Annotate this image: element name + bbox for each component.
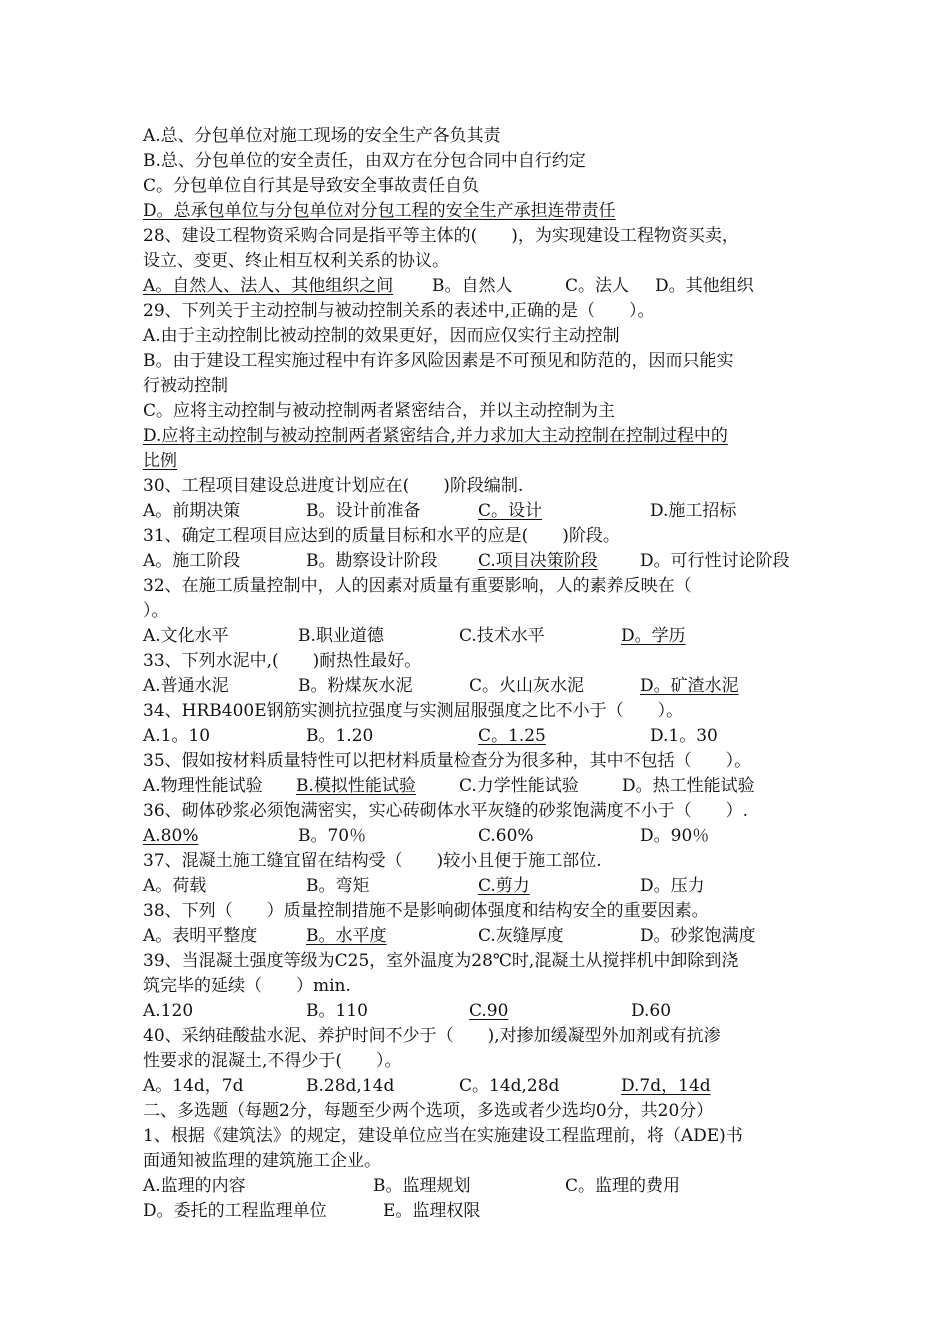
- q29-stem: 29、下列关于主动控制与被动控制关系的表述中,正确的是（ ）。: [143, 301, 655, 321]
- q33-option-b: B。粉煤灰水泥: [298, 676, 413, 696]
- q37-option-c: C.剪力: [478, 876, 530, 896]
- q28-options: [143, 274, 823, 299]
- q33-option-a: A.普通水泥: [143, 676, 229, 696]
- q32-option-a: A.文化水平: [143, 626, 229, 646]
- q27-option-b: B.总、分包单位的安全责任，由双方在分包合同中自行约定: [143, 151, 586, 171]
- q27-option-c: C。分包单位自行其是导致安全事故责任自负: [143, 176, 480, 196]
- section2-heading: 二、多选题（每题2分，每题至少两个选项，多选或者少选均0分，共20分）: [143, 1101, 714, 1121]
- q34-options: [143, 724, 823, 749]
- mq1-options-row1: [143, 1174, 823, 1199]
- q28-option-b: B。自然人: [432, 276, 513, 296]
- q31-option-a: A。施工阶段: [143, 551, 241, 571]
- q38-stem: 38、下列（ ）质量控制措施不是影响砌体强度和结构安全的重要因素。: [143, 901, 709, 921]
- q35-option-a: A.物理性能试验: [143, 776, 263, 796]
- q31-stem: 31、确定工程项目应达到的质量目标和水平的应是( )阶段。: [143, 526, 620, 546]
- q31-option-d: D。可行性讨论阶段: [640, 551, 790, 571]
- q28-option-a: A。自然人、法人、其他组织之间: [143, 276, 394, 296]
- q34-stem: 34、HRB400E钢筋实测抗拉强度与实测屈服强度之比不小于（ ）。: [143, 701, 684, 721]
- q35-stem: 35、假如按材料质量特性可以把材料质量检查分为很多种，其中不包括（ ）。: [143, 751, 752, 771]
- q37-options: [143, 874, 823, 899]
- q37-option-a: A。荷载: [143, 876, 207, 896]
- q34-option-c: C。1.25: [478, 726, 546, 746]
- q36-options: [143, 824, 823, 849]
- q32-stem-line1: 32、在施工质量控制中，人的因素对质量有重要影响，人的素养反映在（: [143, 576, 692, 596]
- q28-option-d: D。其他组织: [655, 276, 754, 296]
- mq1-stem-line2: 面通知被监理的建筑施工企业。: [143, 1151, 381, 1171]
- q33-stem: 33、下列水泥中,( )耐热性最好。: [143, 651, 422, 671]
- q35-option-c: C.力学性能试验: [459, 776, 579, 796]
- mq1-option-d: D。委托的工程监理单位: [143, 1201, 327, 1221]
- q30-option-a: A。前期决策: [143, 501, 241, 521]
- q36-option-a: A.80%: [143, 826, 199, 846]
- q39-stem-line1: 39、当混凝土强度等级为C25，室外温度为28℃时,混凝土从搅拌机中卸除到浇: [143, 951, 739, 971]
- q33-option-c: C。火山灰水泥: [469, 676, 585, 696]
- q27-option-d: [143, 199, 823, 224]
- q39-option-b: B。110: [306, 1001, 368, 1021]
- q36-stem: 36、砌体砂浆必须饱满密实，实心砖砌体水平灰缝的砂浆饱满度不小于（ ）.: [143, 801, 749, 821]
- q30-stem: 30、工程项目建设总进度计划应在( )阶段编制.: [143, 476, 524, 496]
- q32-option-c: C.技术水平: [459, 626, 545, 646]
- q32-options: [143, 624, 823, 649]
- q40-option-a: A。14d，7d: [143, 1076, 244, 1096]
- q40-options: [143, 1074, 823, 1099]
- q29-option-b-line1: B。由于建设工程实施过程中有许多风险因素是不可预见和防范的，因而只能实: [143, 351, 734, 371]
- q38-option-c: C.灰缝厚度: [478, 926, 564, 946]
- q40-option-c: C。14d,28d: [459, 1076, 560, 1096]
- q33-options: [143, 674, 823, 699]
- mq1-stem-line1: 1、根据《建筑法》的规定，建设单位应当在实施建设工程监理前，将（ADE)书: [143, 1126, 743, 1146]
- q37-option-b: B。弯矩: [306, 876, 370, 896]
- mq1-option-c: C。监理的费用: [565, 1176, 681, 1196]
- q32-option-b: B.职业道德: [298, 626, 384, 646]
- q40-stem-line1: 40、采纳硅酸盐水泥、养护时间不少于（ ),对掺加缓凝型外加剂或有抗渗: [143, 1026, 721, 1046]
- q36-option-c: C.60%: [478, 826, 534, 846]
- q35-option-b: B.模拟性能试验: [296, 776, 416, 796]
- q30-options: [143, 499, 823, 524]
- q36-option-b: B。70％: [298, 826, 367, 846]
- q33-option-d: D。矿渣水泥: [640, 676, 739, 696]
- q29-option-d-line1: D.应将主动控制与被动控制两者紧密结合,并力求加大主动控制在控制过程中的: [143, 426, 728, 446]
- q40-option-d: D.7d，14d: [621, 1076, 711, 1096]
- mq1-option-e: E。监理权限: [383, 1201, 481, 1221]
- q38-option-d: D。砂浆饱满度: [640, 926, 756, 946]
- mq1-options-row2: [143, 1199, 823, 1224]
- q28-stem-line1: 28、建设工程物资采购合同是指平等主体的( )，为实现建设工程物资买卖，: [143, 226, 739, 246]
- q27-option-a: A.总、分包单位对施工现场的安全生产各负其责: [143, 126, 501, 146]
- q27-answer: D。总承包单位与分包单位对分包工程的安全生产承担连带责任: [143, 201, 616, 221]
- q34-option-d: D.1。30: [650, 726, 718, 746]
- q31-options: [143, 549, 823, 574]
- q39-option-d: D.60: [631, 1001, 672, 1021]
- mq1-option-b: B。监理规划: [373, 1176, 471, 1196]
- q29-option-c: C。应将主动控制与被动控制两者紧密结合，并以主动控制为主: [143, 401, 616, 421]
- q40-stem-line2: 性要求的混凝土,不得少于( ）。: [143, 1051, 402, 1071]
- q40-option-b: B.28d,14d: [306, 1076, 395, 1096]
- q28-option-c: C。法人: [565, 276, 630, 296]
- q39-options: [143, 999, 823, 1024]
- q38-options: [143, 924, 823, 949]
- q32-stem-line2: ）。: [143, 601, 169, 621]
- q32-option-d: D。学历: [621, 626, 686, 646]
- q39-option-c: C.90: [469, 1001, 509, 1021]
- q38-option-a: A。表明平整度: [143, 926, 258, 946]
- q28-stem-line2: 设立、变更、终止相互权利关系的协议。: [143, 251, 449, 271]
- q30-option-b: B。设计前准备: [306, 501, 421, 521]
- q30-option-d: D.施工招标: [650, 501, 737, 521]
- q30-option-c: C。设计: [478, 501, 543, 521]
- q34-option-a: A.1。10: [143, 726, 211, 746]
- q35-option-d: D。热工性能试验: [622, 776, 755, 796]
- exam-content: [143, 124, 823, 1224]
- q29-option-d-line2: 比例: [143, 451, 177, 471]
- q35-options: [143, 774, 823, 799]
- q31-option-b: B。勘察设计阶段: [306, 551, 438, 571]
- q39-option-a: A.120: [143, 1001, 194, 1021]
- q31-option-c: C.项目决策阶段: [478, 551, 598, 571]
- q36-option-d: D。90％: [640, 826, 710, 846]
- q39-stem-line2: 筑完毕的延续（ ）min.: [143, 976, 351, 996]
- mq1-option-a: A.监理的内容: [143, 1176, 246, 1196]
- q37-option-d: D。压力: [640, 876, 705, 896]
- q38-option-b: B。水平度: [306, 926, 387, 946]
- q29-option-a: A.由于主动控制比被动控制的效果更好，因而应仅实行主动控制: [143, 326, 620, 346]
- q29-option-b-line2: 行被动控制: [143, 376, 228, 396]
- q37-stem: 37、混凝土施工缝宜留在结构受（ )较小且便于施工部位.: [143, 851, 602, 871]
- q34-option-b: B。1.20: [306, 726, 374, 746]
